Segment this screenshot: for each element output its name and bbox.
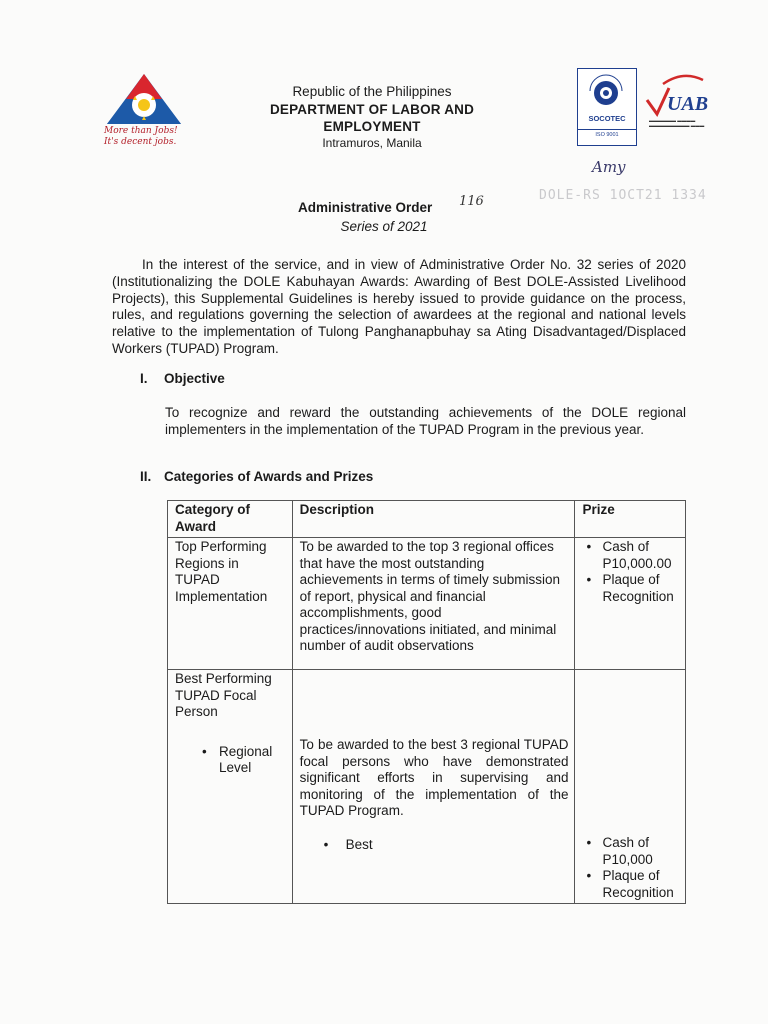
uab-caption: ▬▬▬▬▬▬ ▬▬▬▬ ▬▬▬▬▬▬▬▬▬ ▬▬▬ [649, 118, 705, 128]
section-title: Categories of Awards and Prizes [164, 469, 374, 484]
section-categories-heading [140, 469, 373, 484]
section-number: II. [140, 469, 152, 484]
description-cell [292, 538, 575, 670]
republic-label: Republic of the Philippines [292, 84, 452, 99]
section-number: I. [140, 371, 148, 386]
handwritten-initials: Amy [592, 158, 626, 176]
header-prize: Prize [575, 501, 686, 538]
order-title: Administrative Order [298, 200, 433, 215]
category-text: Best Performing TUPAD Focal Person [175, 671, 272, 719]
header-description: Description [292, 501, 575, 538]
sub-category: • Regional Level [175, 744, 286, 777]
section-objective-heading [140, 371, 225, 386]
uab-accreditation-logo [643, 70, 708, 148]
prize-item: • Plaque of Recognition [582, 572, 679, 605]
agency-heading [222, 83, 522, 152]
tagline-line-2: It's decent jobs. [104, 137, 177, 147]
intro-paragraph: In the interest of the service, and in view of Administrative Order No. 32 series of 2020 (Institutionalizing the DOLE Kabuhayan Awards: Awarding of Best DOLE-Assisted Livelihood Projects), this Supplemental Guidelines is hereby issued to provide guidance on the process, rules, and regulations governing the selection of awardees at the regional and national levels relative to the implementation of Tulong Panghanapbuhay sa Ating Disadvantaged/Displaced Workers (TUPAD) Program. [112, 257, 686, 356]
tagline-line-1: More than Jobs! [104, 126, 178, 136]
prize-item: • Plaque of Recognition [582, 868, 679, 901]
table-header-row [168, 501, 686, 538]
department-name: DEPARTMENT OF LABOR AND EMPLOYMENT [269, 102, 475, 134]
header-category: Category of Award [168, 501, 293, 538]
section-title: Objective [164, 371, 225, 386]
objective-paragraph: To recognize and reward the outstanding achievements of the DOLE regional implementers in the implementation of the TUPAD Program in the previous year. [165, 405, 686, 437]
awards-table [167, 500, 686, 904]
certification-globe-icon [578, 69, 635, 113]
category-cell [168, 670, 293, 904]
dole-tagline [104, 126, 184, 148]
cert-standard: ISO 9001 [578, 129, 636, 138]
description-text: To be awarded to the best 3 regional TUPAD focal persons who have demonstrated significant efforts in supervising and monitoring of the implementation of the TUPAD Program. [299, 737, 569, 818]
prize-item: • Cash of P10,000 [582, 835, 679, 868]
prize-list [582, 539, 679, 605]
cert-name: SOCOTEC [588, 114, 626, 123]
prize-cell [575, 538, 686, 670]
prize-cell [575, 670, 686, 904]
order-number: 116 [459, 194, 484, 209]
sub-description: • Best [300, 837, 569, 854]
category-cell: Top Performing Regions in TUPAD Implementation [168, 538, 293, 670]
received-stamp: DOLE-RS 1OCT21 1334 [539, 188, 707, 203]
uab-text: UAB [667, 93, 708, 115]
table-row [168, 670, 686, 904]
order-series: Series of 2021 [340, 219, 428, 234]
description-text: To be awarded to the top 3 regional offices that have the most outstanding achievements in terms of timely submission of report, physical and financial accomplishments, good practices/innovations initiated, and minimal number of audit observations [299, 539, 561, 653]
description-cell [292, 670, 575, 904]
prize-list [582, 835, 679, 901]
table-row [168, 538, 686, 670]
prize-item: • Cash of P10,000.00 [582, 539, 679, 572]
socotec-certification-badge [577, 68, 637, 146]
office-location: Intramuros, Manila [322, 136, 422, 150]
